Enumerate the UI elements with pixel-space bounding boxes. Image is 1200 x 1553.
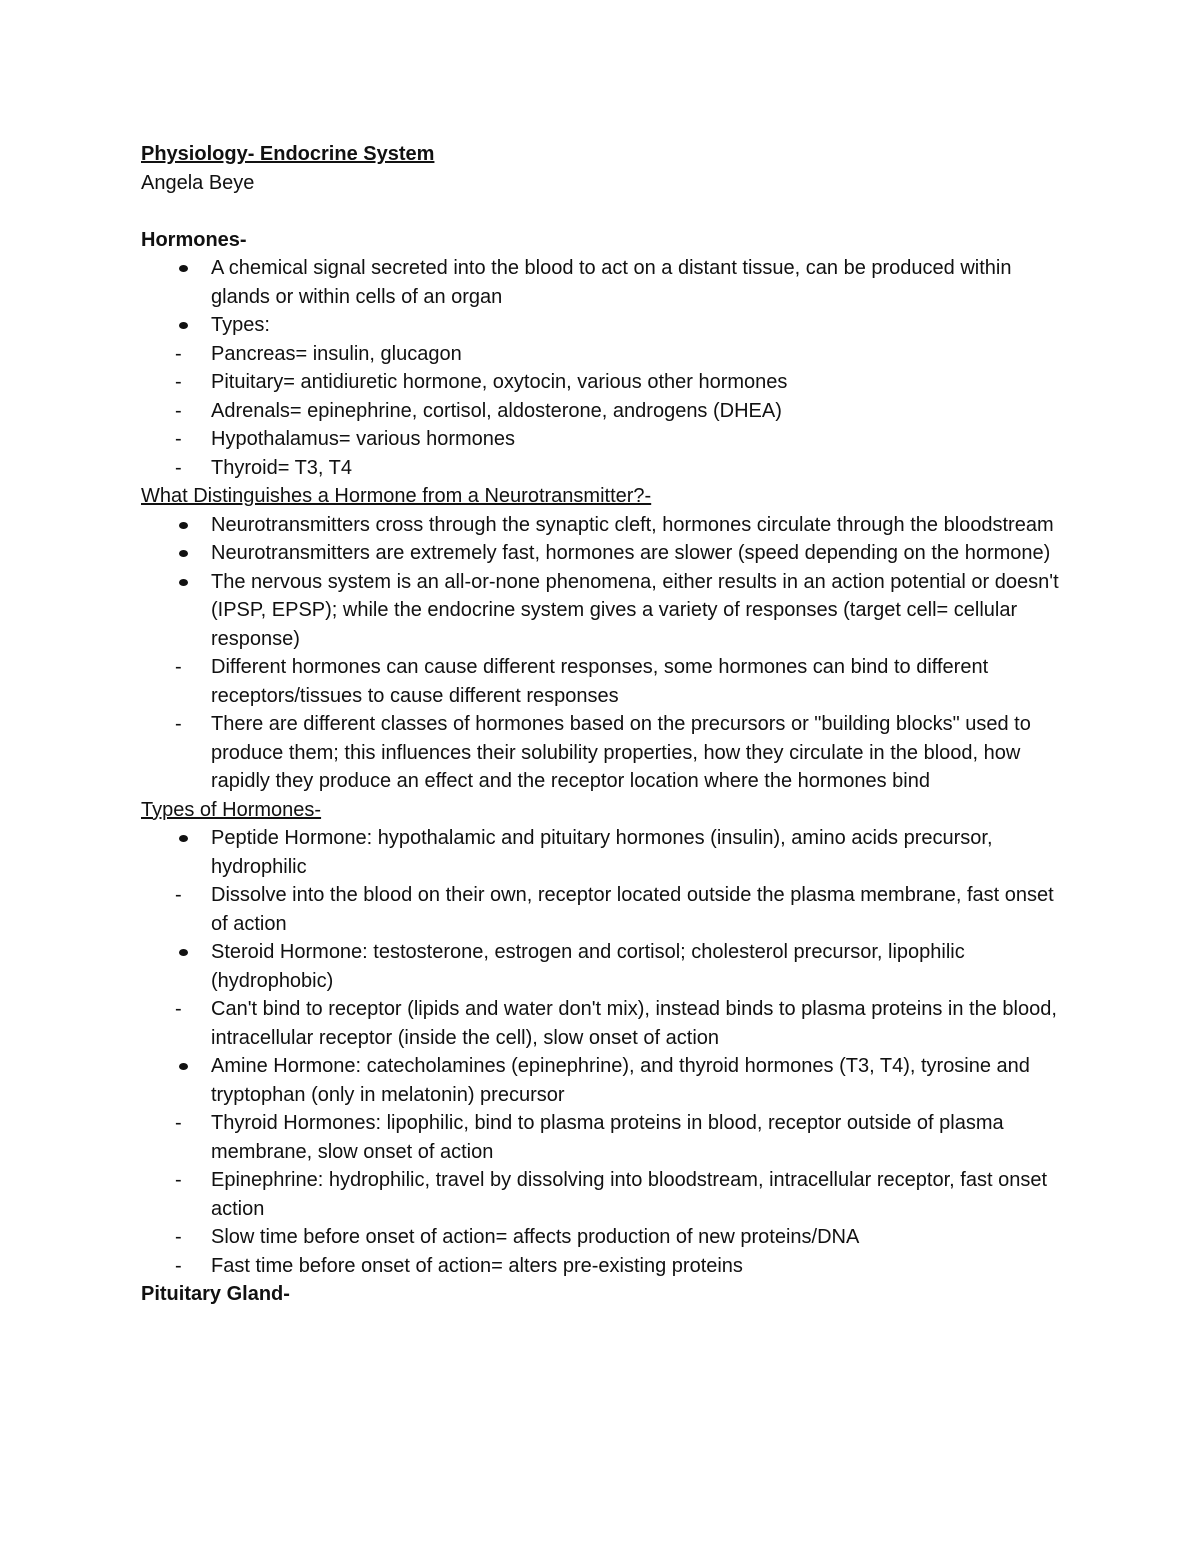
list-item (141, 568, 1071, 654)
document-title: Physiology- Endocrine System (141, 143, 435, 165)
list-item-text: Can't bind to receptor (lipids and water don't mix), instead binds to plasma proteins in the blood, intracellular receptor (inside the cell), slow onset of action (211, 998, 1057, 1049)
dash-icon: - (175, 342, 182, 365)
list-item (141, 511, 1071, 540)
dash-icon: - (175, 656, 182, 678)
list-item (141, 1109, 1071, 1166)
list-item (141, 710, 1071, 796)
list-item-text: Epinephrine: hydrophilic, travel by dissolving into bloodstream, intracellular receptor, fast onset action (211, 1169, 1047, 1220)
section-heading-hormones: Hormones- (141, 228, 247, 251)
list-item (141, 995, 1071, 1052)
list-item-text: Adrenals= epinephrine, cortisol, aldosterone, androgens (DHEA) (211, 399, 782, 422)
list-item-text: Neurotransmitters cross through the synaptic cleft, hormones circulate through the bloodstream (211, 513, 1054, 536)
hormones-list (141, 254, 1071, 482)
list-item (141, 938, 1071, 995)
list-item (141, 653, 1071, 710)
section-heading-hormone-vs-neurotransmitter: What Distinguishes a Hormone from a Neurotransmitter?- (141, 485, 652, 507)
list-item-text: The nervous system is an all-or-none phenomena, either results in an action potential or doesn't (IPSP, EPSP); while the endocrine system gives a variety of responses (target cell= cellular response) (211, 570, 1059, 650)
list-item-text: A chemical signal secreted into the blood to act on a distant tissue, can be produced within glands or within cells of an organ (211, 257, 1012, 308)
list-item (141, 425, 1071, 454)
list-item (141, 397, 1071, 426)
dash-icon: - (175, 1112, 182, 1134)
list-item (141, 1052, 1071, 1109)
dash-icon: - (175, 998, 182, 1020)
list-item (141, 539, 1071, 568)
list-item-text: Dissolve into the blood on their own, receptor located outside the plasma membrane, fast onset of action (211, 884, 1054, 935)
list-item-text: Thyroid Hormones: lipophilic, bind to plasma proteins in blood, receptor outside of plasma membrane, slow onset of action (211, 1112, 1004, 1163)
list-item-text: Different hormones can cause different responses, some hormones can bind to different receptors/tissues to cause different responses (211, 656, 989, 707)
list-item-text: Peptide Hormone: hypothalamic and pituitary hormones (insulin), amino acids precursor, hydrophilic (211, 827, 993, 878)
spacer (141, 197, 1071, 226)
list-item-text: Steroid Hormone: testosterone, estrogen and cortisol; cholesterol precursor, lipophilic (hydrophobic) (211, 941, 965, 992)
list-item (141, 254, 1071, 311)
dash-icon: - (175, 1169, 182, 1191)
list-item (141, 824, 1071, 881)
dash-icon: - (175, 1226, 182, 1248)
list-item-text: Amine Hormone: catecholamines (epinephrine), and thyroid hormones (T3, T4), tyrosine and tryptophan (only in melatonin) precursor (211, 1055, 1030, 1106)
list-item (141, 454, 1071, 483)
hormone-vs-neurotransmitter-list (141, 511, 1071, 796)
list-item (141, 1166, 1071, 1223)
dash-icon: - (175, 884, 182, 906)
list-item-text: Types: (211, 314, 270, 336)
list-item-text: Pancreas= insulin, glucagon (211, 342, 462, 365)
list-item-text: Slow time before onset of action= affects production of new proteins/DNA (211, 1226, 860, 1248)
list-item-text: There are different classes of hormones based on the precursors or "building blocks" used to produce them; this influences their solubility properties, how they circulate in the blood, how rapidly they produce an effect and the receptor location where the hormones bind (211, 713, 1031, 792)
list-item (141, 368, 1071, 397)
list-item-text: Fast time before onset of action= alters pre-existing proteins (211, 1254, 743, 1277)
document-page (141, 140, 1071, 1309)
list-item (141, 1252, 1071, 1281)
dash-icon: - (175, 399, 182, 422)
list-item (141, 340, 1071, 369)
list-item-text: Pituitary= antidiuretic hormone, oxytocin, various other hormones (211, 371, 788, 393)
dash-icon: - (175, 456, 182, 479)
list-item-text: Neurotransmitters are extremely fast, hormones are slower (speed depending on the hormone) (211, 542, 1051, 564)
types-of-hormones-list (141, 824, 1071, 1280)
dash-icon: - (175, 1254, 182, 1277)
dash-icon: - (175, 371, 182, 393)
dash-icon: - (175, 428, 182, 450)
list-item (141, 881, 1071, 938)
list-item-text: Thyroid= T3, T4 (211, 456, 352, 479)
section-heading-pituitary-gland: Pituitary Gland- (141, 1283, 290, 1305)
list-item (141, 1223, 1071, 1252)
list-item (141, 311, 1071, 340)
list-item-text: Hypothalamus= various hormones (211, 428, 516, 450)
dash-icon: - (175, 713, 182, 735)
section-heading-types-of-hormones: Types of Hormones- (141, 798, 322, 821)
document-author: Angela Beye (141, 171, 255, 194)
